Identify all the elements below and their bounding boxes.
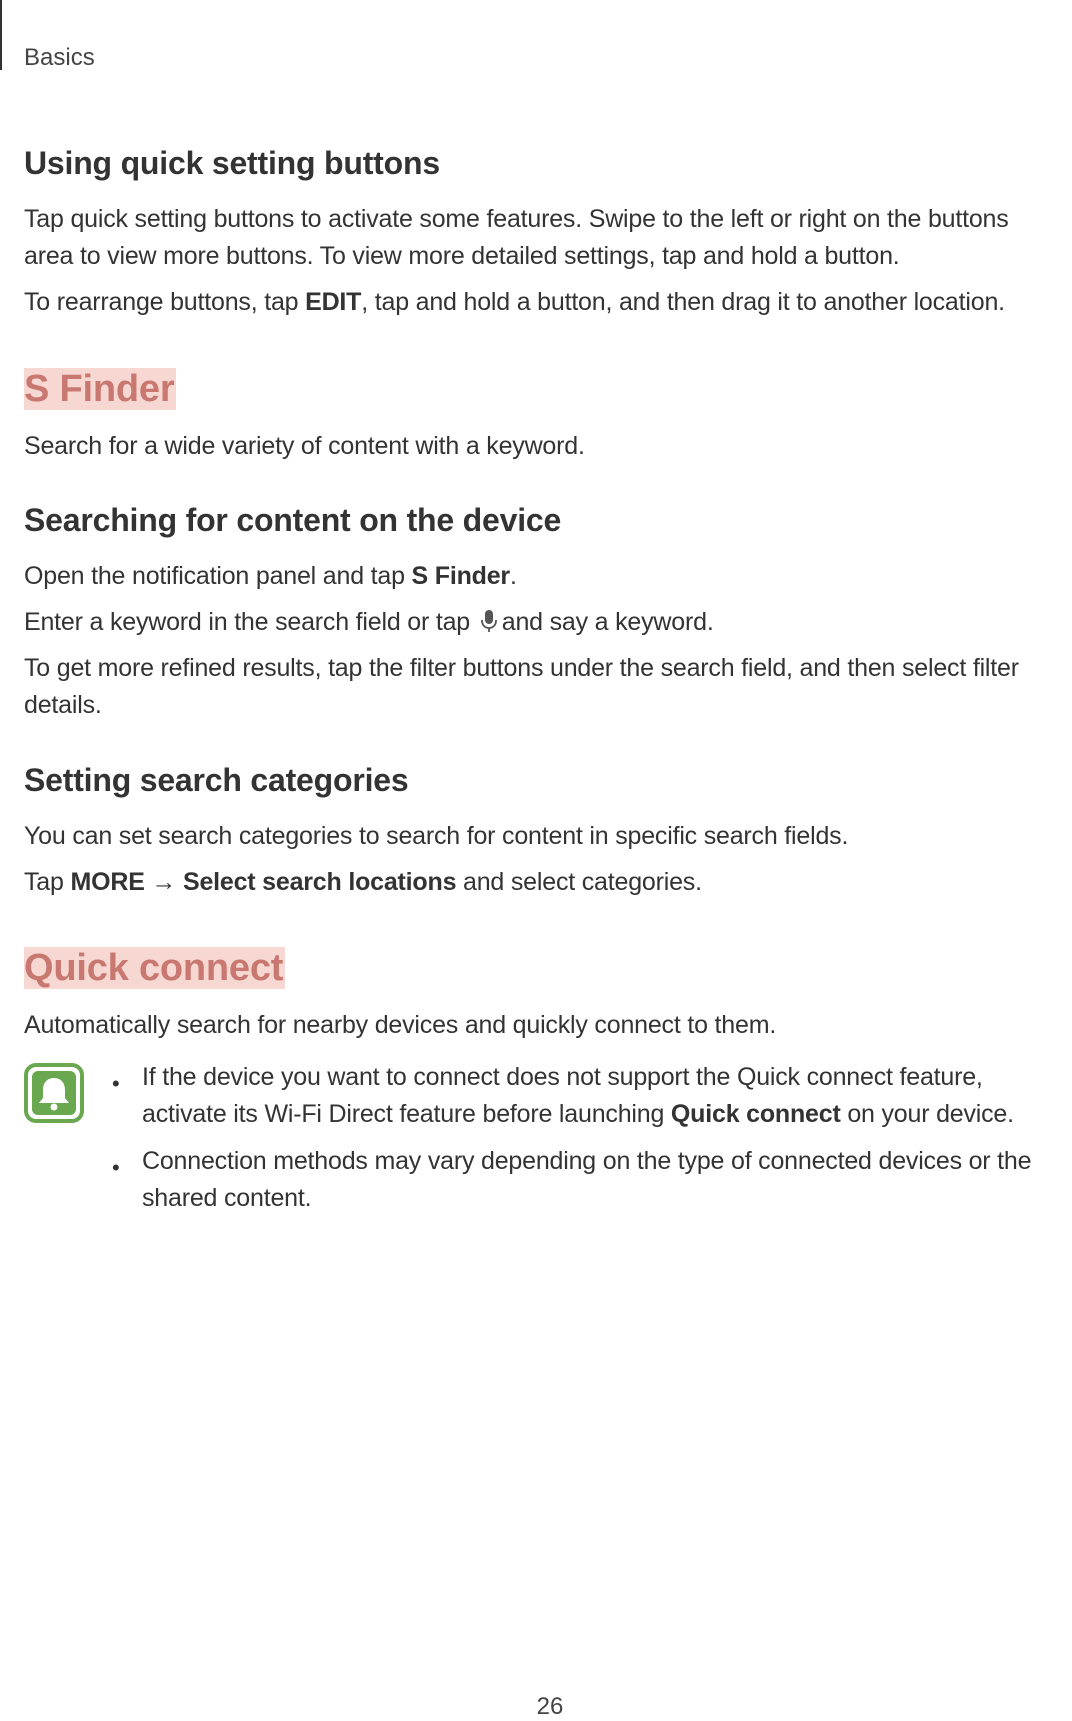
section-title-s-finder: S Finder [24, 368, 175, 410]
search-step1: Open the notification panel and tap S Finder. [24, 562, 517, 590]
quick-connect-intro: Automatically search for nearby devices and quickly connect to them. [24, 1011, 777, 1039]
section-title-quick-connect: Quick connect [24, 947, 284, 989]
microphone-icon [480, 607, 498, 644]
running-header: Basics [24, 44, 95, 71]
search-step2: Enter a keyword in the search field or tap and say a keyword. [24, 604, 714, 644]
quick-settings-para1-line1: Tap quick setting buttons to activate some features. Swipe to the left or right on the buttons [24, 205, 1009, 233]
page-number: 26 [536, 1693, 564, 1720]
bullet-marker-2: • [112, 1155, 120, 1180]
categories-text: You can set search categories to search for content in specific search fields. [24, 822, 849, 850]
note-bullet2-line1: Connection methods may vary depending on the type of connected devices or the [142, 1147, 1032, 1175]
note-bullet1-line1: If the device you want to connect does not support the Quick connect feature, [142, 1063, 983, 1091]
note-bullet2-line2: shared content. [142, 1184, 312, 1212]
quick-settings-para2: To rearrange buttons, tap EDIT, tap and hold a button, and then drag it to another location. [24, 288, 1005, 316]
search-step3-line1: To get more refined results, tap the filter buttons under the search field, and then select filter [24, 654, 1019, 682]
heading-searching-content: Searching for content on the device [24, 502, 562, 538]
notification-bell-icon [24, 1063, 84, 1123]
categories-instruction: Tap MORE → Select search locations and select categories. [24, 868, 702, 896]
s-finder-intro: Search for a wide variety of content with a keyword. [24, 432, 585, 460]
search-step3-line2: details. [24, 691, 102, 719]
bullet-marker-1: • [112, 1071, 120, 1096]
heading-setting-search-categories: Setting search categories [24, 762, 409, 798]
heading-quick-setting-buttons: Using quick setting buttons [24, 145, 440, 181]
quick-settings-para1-line2: area to view more buttons. To view more detailed settings, tap and hold a button. [24, 242, 900, 270]
edit-term: EDIT [305, 288, 362, 316]
note-bullet1-line2: activate its Wi-Fi Direct feature before launching Quick connect on your device. [142, 1100, 1014, 1128]
page-edge-line [0, 0, 2, 70]
